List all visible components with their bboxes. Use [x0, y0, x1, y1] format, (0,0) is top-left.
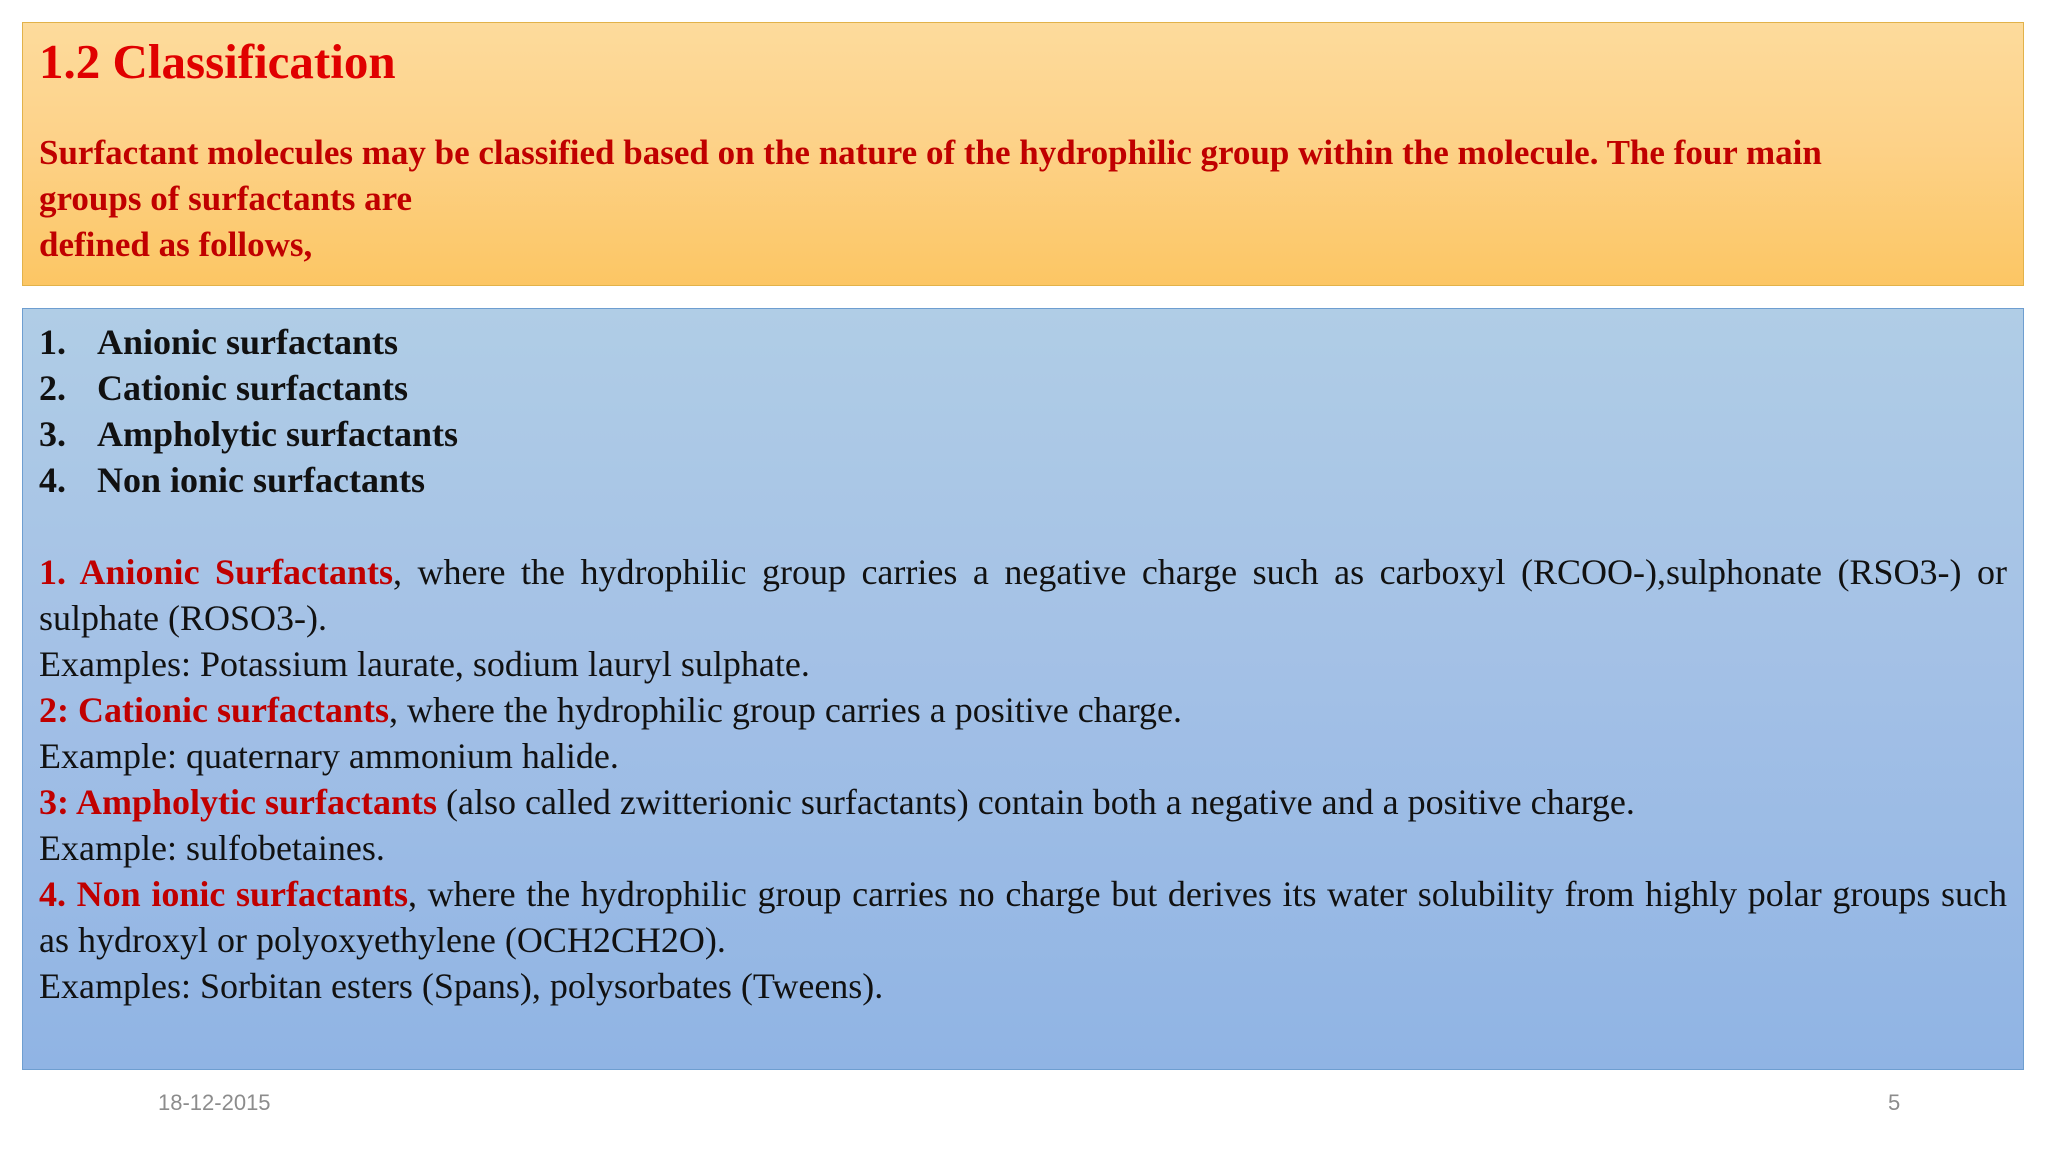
- nonionic-text: , where the hydrophilic group carries no charge but derives its water solubility from highly polar groups such as hydroxyl or polyoxyethylene (OCH2CH2O).: [39, 874, 2007, 960]
- intro-text: [39, 130, 2007, 268]
- ampholytic-text: (also called zwitterionic surfactants) contain both a negative and a positive charge.: [437, 782, 1635, 822]
- list-item: [39, 365, 2007, 411]
- nonionic-description: [39, 871, 2007, 963]
- nonionic-heading: 4. Non ionic surfactants: [39, 874, 408, 914]
- slide-title: 1.2 Classification: [39, 34, 396, 89]
- cationic-heading: 2: Cationic surfactants: [39, 690, 389, 730]
- content-panel: [22, 308, 2024, 1070]
- list-item: [39, 319, 2007, 365]
- details-section: [39, 549, 2007, 1009]
- anionic-example: Examples: Potassium laurate, sodium lauryl sulphate.: [39, 644, 810, 684]
- ampholytic-heading: 3: Ampholytic surfactants: [39, 782, 437, 822]
- list-label: Cationic surfactants: [97, 368, 408, 408]
- surfactant-list: [39, 319, 2007, 503]
- page-number: 5: [1888, 1090, 1901, 1115]
- intro-line: defined as follows,: [39, 224, 313, 264]
- list-number: 2.: [39, 368, 66, 408]
- anionic-description: [39, 549, 2007, 641]
- intro-line: groups of surfactants are: [39, 178, 413, 218]
- cationic-text: , where the hydrophilic group carries a positive charge.: [388, 690, 1183, 730]
- footer-date: 18-12-2015: [158, 1090, 271, 1115]
- list-item: [39, 457, 2007, 503]
- list-item: [39, 411, 2007, 457]
- cationic-description: [39, 687, 2007, 733]
- list-label: Anionic surfactants: [97, 322, 399, 362]
- list-label: Non ionic surfactants: [97, 460, 426, 500]
- ampholytic-description: [39, 779, 2007, 825]
- nonionic-example: Examples: Sorbitan esters (Spans), polysorbates (Tweens).: [39, 966, 884, 1006]
- intro-line: Surfactant molecules may be classified based on the nature of the hydrophilic group within the molecule. The four main: [39, 132, 1822, 172]
- ampholytic-example: Example: sulfobetaines.: [39, 828, 385, 868]
- title-panel: [22, 22, 2024, 286]
- cationic-example: Example: quaternary ammonium halide.: [39, 736, 619, 776]
- list-number: 3.: [39, 414, 66, 454]
- list-number: 1.: [39, 322, 66, 362]
- list-label: Ampholytic surfactants: [97, 414, 458, 454]
- anionic-heading: 1. Anionic Surfactants: [39, 552, 394, 592]
- list-number: 4.: [39, 460, 66, 500]
- anionic-text: , where the hydrophilic group carries a negative charge such as carboxyl (RCOO-),sulphonate (RSO3-) or sulphate (ROSO3-).: [39, 552, 2007, 638]
